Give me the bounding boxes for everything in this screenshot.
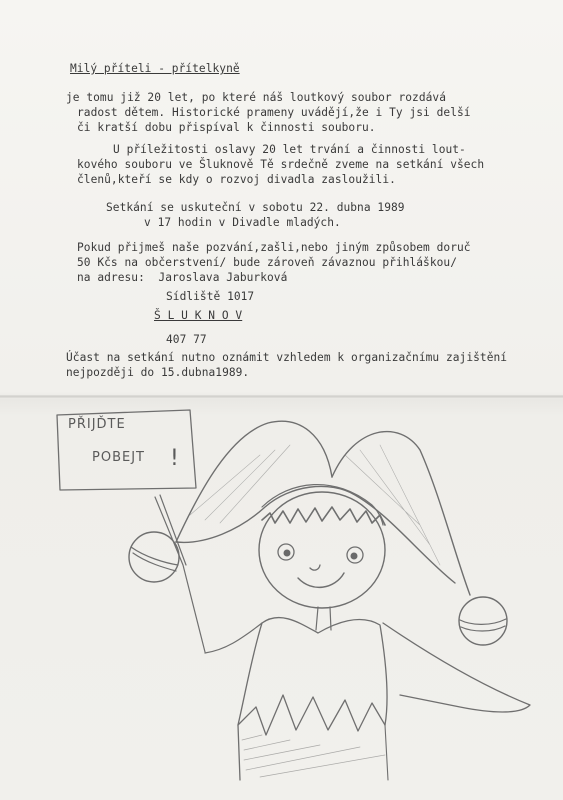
- notice-line: nejpozději do 15.dubna1989.: [66, 366, 250, 379]
- left-bell: [129, 532, 179, 582]
- paragraph-line: je tomu již 20 let, po které náš loutkový soubor rozdává: [66, 91, 446, 104]
- meeting-time-place: v 17 hodin v Divadle mladých.: [144, 216, 341, 229]
- paragraph-line: U příležitosti oslavy 20 let trvání a činnosti lout-: [113, 143, 466, 156]
- paragraph-line: radost dětem. Historické prameny uvádějí,že i Ty jsi delší: [77, 106, 471, 119]
- address-town: Š L U K N O V: [154, 309, 243, 322]
- meeting-date: Setkání se uskuteční v sobotu 22. dubna 1989: [106, 201, 405, 214]
- notice-line: Účast na setkání nutno oznámit vzhledem k organizačnímu zajištění: [66, 351, 508, 364]
- paragraph-line: kového souboru ve Šluknově Tě srdečně zveme na setkání všech: [77, 158, 485, 171]
- sign-arm: [155, 495, 205, 652]
- right-bell: [459, 597, 507, 645]
- sign-text-line1: PŘIJĎTE: [68, 417, 126, 432]
- address-name: na adresu: Jaroslava Jaburková: [77, 271, 288, 284]
- paragraph-line: členů,kteří se kdy o rozvoj divadla zasloužili.: [77, 173, 396, 186]
- sign-text-line2: POBEJT: [92, 450, 145, 465]
- paragraph-line: Pokud přijmeš naše pozvání,zašli,nebo jiným způsobem doruč: [77, 241, 471, 254]
- jester-body: [238, 618, 388, 780]
- jester-neck: [316, 607, 331, 630]
- right-arm: [383, 623, 530, 712]
- sign-exclamation: !: [170, 446, 180, 471]
- jester-hat: [176, 421, 470, 595]
- jester-drawing: [0, 395, 563, 800]
- address-postcode: 407 77: [166, 333, 207, 346]
- paragraph-line: 50 Kčs na občerstvení/ bude zároveň závaznou přihláškou/: [77, 256, 457, 269]
- jester-face: [259, 492, 385, 608]
- greeting: Milý příteli - přítelkyně: [70, 62, 240, 75]
- paragraph-line: či kratší dobu přispíval k činnosti souboru.: [77, 121, 376, 134]
- address-street: Sídliště 1017: [166, 290, 255, 303]
- left-arm: [205, 623, 262, 653]
- sign-board: [57, 410, 196, 490]
